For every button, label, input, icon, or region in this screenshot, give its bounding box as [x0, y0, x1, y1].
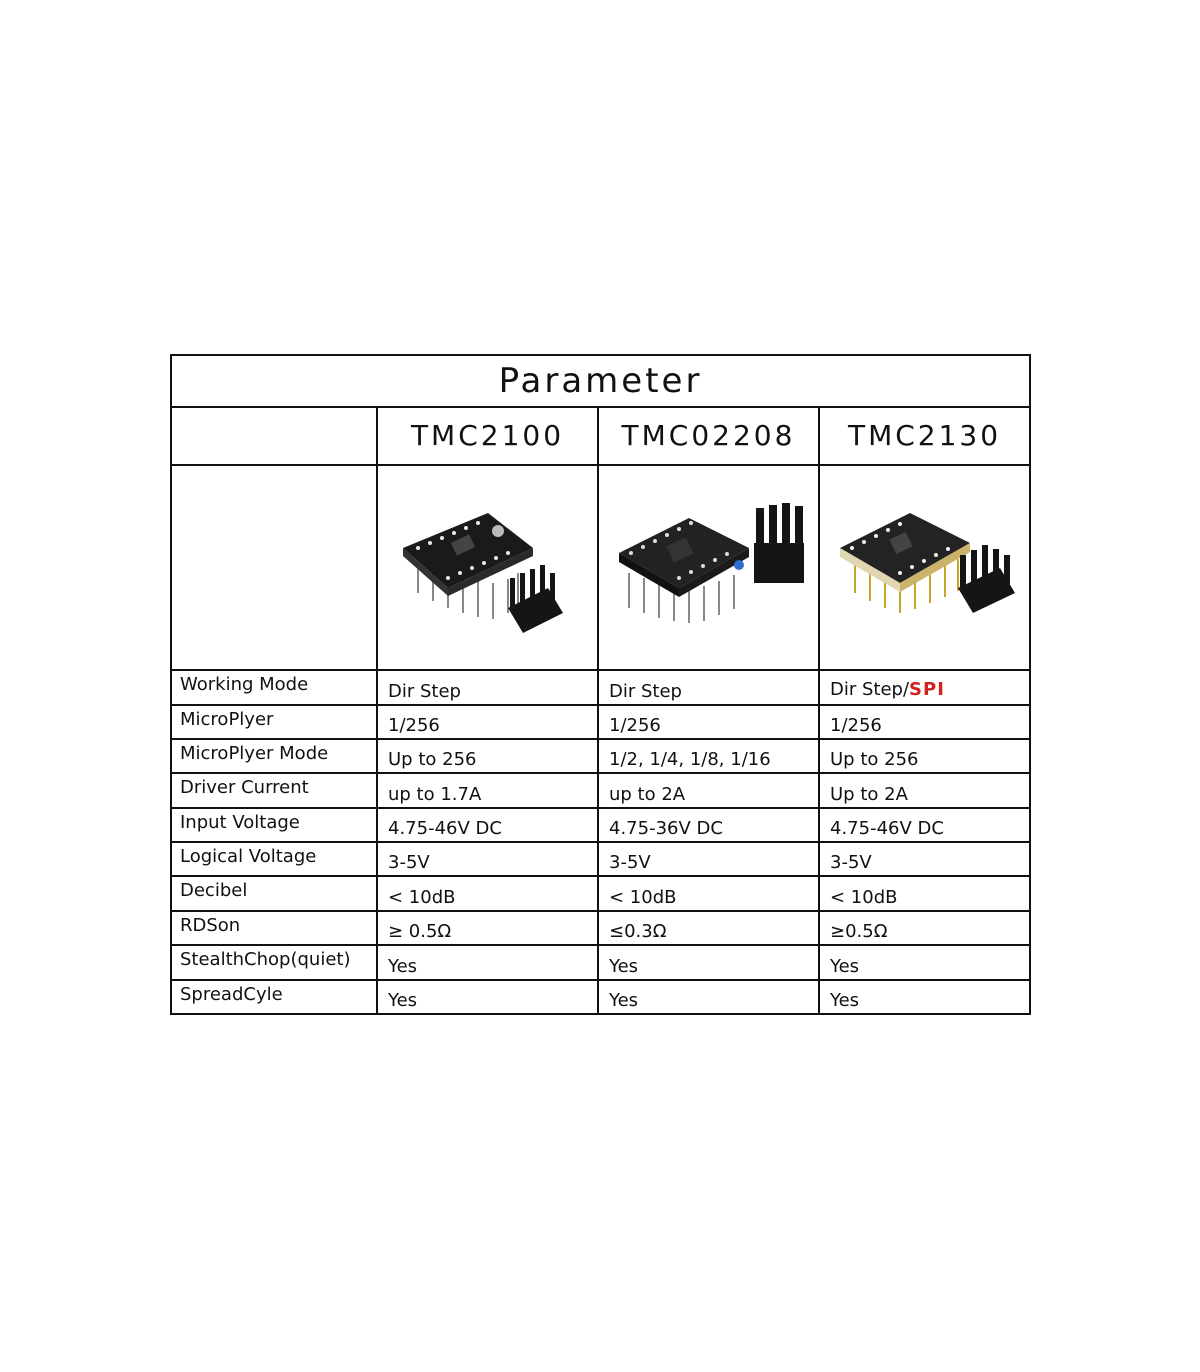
table-cell: 3-5V	[598, 842, 819, 876]
table-cell: < 10dB	[819, 876, 1030, 910]
row-label: SpreadCyle	[171, 980, 377, 1014]
table-row	[171, 842, 1030, 876]
table-cell: Dir Step	[377, 670, 598, 704]
table-row	[171, 876, 1030, 910]
table-cell: 3-5V	[377, 842, 598, 876]
table-title: Parameter	[171, 355, 1030, 407]
model-header: TMC2130	[819, 407, 1030, 466]
table-cell: 4.75-46V DC	[377, 808, 598, 842]
table-cell: Up to 2A	[819, 773, 1030, 807]
table-cell: Yes	[819, 945, 1030, 979]
table-row	[171, 773, 1030, 807]
title-row	[171, 355, 1030, 407]
row-label: Working Mode	[171, 670, 377, 704]
tmc2208-driver-image	[609, 493, 809, 643]
table-cell: 4.75-36V DC	[598, 808, 819, 842]
table-row	[171, 945, 1030, 979]
table-row	[171, 808, 1030, 842]
row-label: Logical Voltage	[171, 842, 377, 876]
table-cell: ≥ 0.5Ω	[377, 911, 598, 945]
table-cell: 1/256	[819, 705, 1030, 739]
driver-image-cell	[819, 465, 1030, 670]
table-cell: 1/256	[598, 705, 819, 739]
table-cell: Yes	[598, 945, 819, 979]
table-cell: up to 1.7A	[377, 773, 598, 807]
cell-text: Dir Step/	[830, 678, 910, 700]
empty-image-cell	[171, 465, 377, 670]
table-cell: ≤0.3Ω	[598, 911, 819, 945]
model-header-row	[171, 407, 1030, 466]
empty-header-cell	[171, 407, 377, 466]
table-row	[171, 739, 1030, 773]
row-label: Driver Current	[171, 773, 377, 807]
table-cell: Yes	[377, 980, 598, 1014]
table-cell: < 10dB	[377, 876, 598, 910]
table-row	[171, 911, 1030, 945]
tmc2100-driver-image	[388, 493, 588, 643]
image-row	[171, 465, 1030, 670]
table-row	[171, 705, 1030, 739]
row-label: MicroPlyer	[171, 705, 377, 739]
table-cell: Yes	[819, 980, 1030, 1014]
parameter-table	[170, 354, 1031, 1015]
row-label: Input Voltage	[171, 808, 377, 842]
row-label: MicroPlyer Mode	[171, 739, 377, 773]
table-cell: 3-5V	[819, 842, 1030, 876]
table-cell: 1/256	[377, 705, 598, 739]
tmc2130-driver-image	[830, 493, 1020, 643]
row-label: StealthChop(quiet)	[171, 945, 377, 979]
table-cell: Dir Step	[598, 670, 819, 704]
spi-highlight: SPI	[909, 678, 945, 700]
table-cell: Yes	[598, 980, 819, 1014]
table-cell: Up to 256	[377, 739, 598, 773]
table-row	[171, 980, 1030, 1014]
table-cell: Up to 256	[819, 739, 1030, 773]
table-cell: < 10dB	[598, 876, 819, 910]
table-cell: ≥0.5Ω	[819, 911, 1030, 945]
row-label: RDSon	[171, 911, 377, 945]
table-cell	[819, 670, 1030, 704]
table-cell: Yes	[377, 945, 598, 979]
table-cell: 4.75-46V DC	[819, 808, 1030, 842]
table-cell: up to 2A	[598, 773, 819, 807]
driver-image-cell	[598, 465, 819, 670]
model-header: TMC2100	[377, 407, 598, 466]
table-row	[171, 670, 1030, 704]
table-cell: 1/2, 1/4, 1/8, 1/16	[598, 739, 819, 773]
row-label: Decibel	[171, 876, 377, 910]
model-header: TMC02208	[598, 407, 819, 466]
driver-image-cell	[377, 465, 598, 670]
